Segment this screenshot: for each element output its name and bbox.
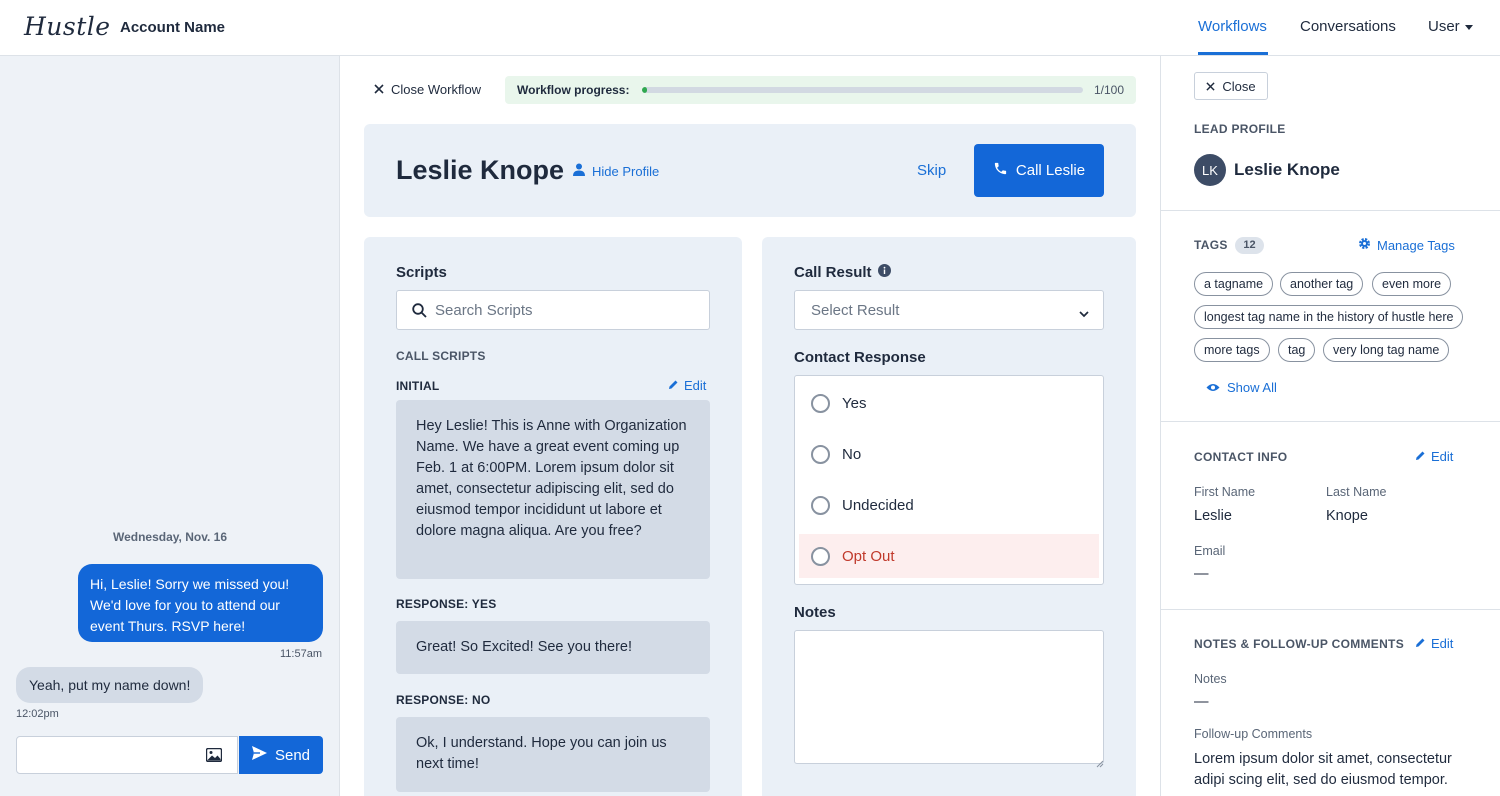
radio-opt-out[interactable] bbox=[799, 534, 1099, 578]
close-icon bbox=[374, 82, 384, 97]
script-label-no: RESPONSE: NO bbox=[396, 693, 491, 707]
nav-active-underline bbox=[1198, 52, 1268, 55]
call-result-card bbox=[762, 237, 1136, 796]
show-all-tags-button[interactable] bbox=[1206, 380, 1277, 395]
message-input[interactable] bbox=[16, 736, 238, 774]
contact-response-title: Contact Response bbox=[794, 349, 926, 366]
send-icon bbox=[252, 746, 267, 764]
pencil-icon bbox=[1415, 636, 1426, 651]
pencil-icon bbox=[668, 378, 679, 393]
lead-header-card bbox=[364, 124, 1136, 217]
edit-notes-button[interactable] bbox=[1415, 636, 1453, 651]
nav-conversations[interactable]: Conversations bbox=[1300, 18, 1396, 35]
nav-user-label: User bbox=[1428, 18, 1460, 35]
image-attach-icon[interactable] bbox=[206, 748, 222, 767]
outgoing-message: Hi, Leslie! Sorry we missed you! We'd love for you to attend our event Thurs. RSVP here! bbox=[78, 564, 323, 642]
call-result-select[interactable] bbox=[794, 290, 1104, 330]
divider bbox=[1161, 210, 1500, 211]
last-name-value: Knope bbox=[1326, 508, 1368, 524]
radio-undecided[interactable] bbox=[799, 483, 1099, 527]
tag-chip[interactable]: longest tag name in the history of hustle here bbox=[1194, 305, 1463, 329]
skip-button[interactable]: Skip bbox=[917, 162, 947, 179]
radio-label: Opt Out bbox=[842, 547, 895, 565]
info-icon[interactable] bbox=[878, 264, 891, 281]
first-name-label: First Name bbox=[1194, 485, 1256, 499]
tag-chip[interactable]: another tag bbox=[1280, 272, 1363, 296]
email-value: — bbox=[1194, 566, 1209, 582]
email-label: Email bbox=[1194, 544, 1226, 558]
incoming-message: Yeah, put my name down! bbox=[16, 667, 203, 703]
close-profile-button[interactable] bbox=[1194, 72, 1268, 100]
eye-icon bbox=[1206, 380, 1220, 395]
radio-circle bbox=[811, 496, 830, 515]
caret-down-icon bbox=[1465, 25, 1473, 30]
send-label: Send bbox=[274, 746, 311, 764]
chevron-down-icon bbox=[1079, 305, 1089, 323]
scripts-card bbox=[364, 237, 742, 796]
user-icon bbox=[573, 163, 585, 179]
tags-label: TAGS bbox=[1194, 238, 1228, 252]
scripts-title: Scripts bbox=[396, 264, 447, 281]
workflow-progress bbox=[505, 76, 1136, 104]
last-name-label: Last Name bbox=[1326, 485, 1387, 499]
hide-profile-label: Hide Profile bbox=[592, 163, 660, 179]
select-placeholder: Select Result bbox=[811, 302, 900, 319]
call-scripts-label: CALL SCRIPTS bbox=[396, 349, 486, 363]
radio-circle bbox=[811, 394, 830, 413]
lead-profile-panel bbox=[1160, 56, 1500, 796]
radio-label: Yes bbox=[842, 394, 867, 412]
notes-followup-label: NOTES & FOLLOW-UP COMMENTS bbox=[1194, 637, 1404, 651]
pencil-icon bbox=[1415, 449, 1426, 464]
call-result-title: Call Result bbox=[794, 264, 872, 281]
notes-title: Notes bbox=[794, 604, 836, 621]
close-icon bbox=[1206, 79, 1215, 94]
search-placeholder: Search Scripts bbox=[435, 302, 533, 319]
nav-workflows[interactable]: Workflows bbox=[1198, 18, 1267, 35]
progress-label: Workflow progress: bbox=[517, 83, 630, 97]
radio-no[interactable] bbox=[799, 432, 1099, 476]
tag-chip[interactable]: very long tag name bbox=[1323, 338, 1449, 362]
radio-yes[interactable] bbox=[799, 381, 1099, 425]
edit-script-label: Edit bbox=[684, 378, 707, 393]
lead-name: Leslie Knope bbox=[396, 155, 565, 185]
outgoing-time: 11:57am bbox=[280, 648, 322, 660]
first-name-value: Leslie bbox=[1194, 508, 1232, 524]
nav-user-menu[interactable] bbox=[1428, 18, 1473, 35]
close-workflow-button[interactable] bbox=[374, 82, 481, 97]
radio-circle bbox=[811, 445, 830, 464]
divider bbox=[1161, 421, 1500, 422]
contact-info-label: CONTACT INFO bbox=[1194, 450, 1288, 464]
edit-script-button[interactable] bbox=[668, 378, 706, 393]
search-icon bbox=[412, 303, 427, 323]
radio-circle bbox=[811, 547, 830, 566]
call-lead-button[interactable] bbox=[974, 144, 1104, 197]
manage-tags-button[interactable] bbox=[1358, 237, 1455, 253]
lead-profile-label: LEAD PROFILE bbox=[1194, 122, 1286, 136]
progress-fill bbox=[642, 87, 647, 93]
tag-chip[interactable]: even more bbox=[1372, 272, 1451, 296]
radio-label: Undecided bbox=[842, 496, 914, 514]
account-name[interactable]: Account Name bbox=[120, 19, 226, 36]
divider bbox=[1161, 609, 1500, 610]
phone-icon bbox=[993, 161, 1008, 180]
progress-count: 1/100 bbox=[1093, 83, 1124, 97]
top-header bbox=[0, 0, 1500, 56]
show-all-label: Show All bbox=[1227, 380, 1277, 395]
search-scripts-input[interactable] bbox=[396, 290, 710, 330]
tags-count-badge: 12 bbox=[1235, 237, 1264, 254]
profile-notes-label: Notes bbox=[1194, 672, 1227, 686]
chat-date: Wednesday, Nov. 16 bbox=[112, 530, 228, 544]
profile-notes-value: — bbox=[1194, 694, 1209, 710]
script-text-yes: Great! So Excited! See you there! bbox=[396, 621, 710, 674]
call-result-heading bbox=[794, 264, 891, 281]
followup-value: Lorem ipsum dolor sit amet, consectetur adipi scing elit, sed do eiusmod tempor. bbox=[1194, 751, 1452, 788]
close-profile-label: Close bbox=[1222, 78, 1256, 94]
chat-panel bbox=[0, 56, 340, 796]
edit-contact-label: Edit bbox=[1431, 449, 1454, 464]
avatar: LK bbox=[1194, 154, 1226, 186]
tag-chip[interactable]: more tags bbox=[1194, 338, 1270, 362]
send-button[interactable] bbox=[239, 736, 323, 774]
close-workflow-label: Close Workflow bbox=[391, 82, 482, 97]
profile-name: Leslie Knope bbox=[1234, 160, 1340, 179]
followup-label: Follow-up Comments bbox=[1194, 727, 1313, 741]
edit-contact-button[interactable] bbox=[1415, 449, 1453, 464]
hustle-logo[interactable]: Hustle bbox=[24, 12, 111, 41]
tag-chip[interactable]: tag bbox=[1278, 338, 1315, 362]
call-lead-label: Call Leslie bbox=[1015, 162, 1086, 179]
resize-handle-icon[interactable] bbox=[1096, 755, 1134, 794]
notes-textarea[interactable] bbox=[794, 630, 1104, 764]
edit-notes-label: Edit bbox=[1431, 636, 1454, 651]
manage-tags-label: Manage Tags bbox=[1377, 237, 1455, 253]
incoming-time: 12:02pm bbox=[16, 708, 59, 720]
contact-response-group bbox=[794, 375, 1104, 585]
script-label-initial: INITIAL bbox=[396, 379, 440, 393]
script-text-no: Ok, I understand. Hope you can join us next time! bbox=[396, 717, 710, 792]
progress-track bbox=[642, 87, 1083, 93]
tag-chip[interactable]: a tagname bbox=[1194, 272, 1273, 296]
radio-label: No bbox=[842, 445, 862, 463]
gear-icon bbox=[1358, 237, 1371, 253]
script-text-initial: Hey Leslie! This is Anne with Organization Name. We have a great event coming up Feb. 1 at 6:00PM. Lorem ipsum dolor sit amet, consectetur adipiscing elit, sed do eiusmod tempor incididunt ut labore et dolore magna aliqua. Are you free? bbox=[396, 400, 710, 579]
hide-profile-button[interactable] bbox=[573, 163, 659, 179]
script-label-yes: RESPONSE: YES bbox=[396, 597, 497, 611]
